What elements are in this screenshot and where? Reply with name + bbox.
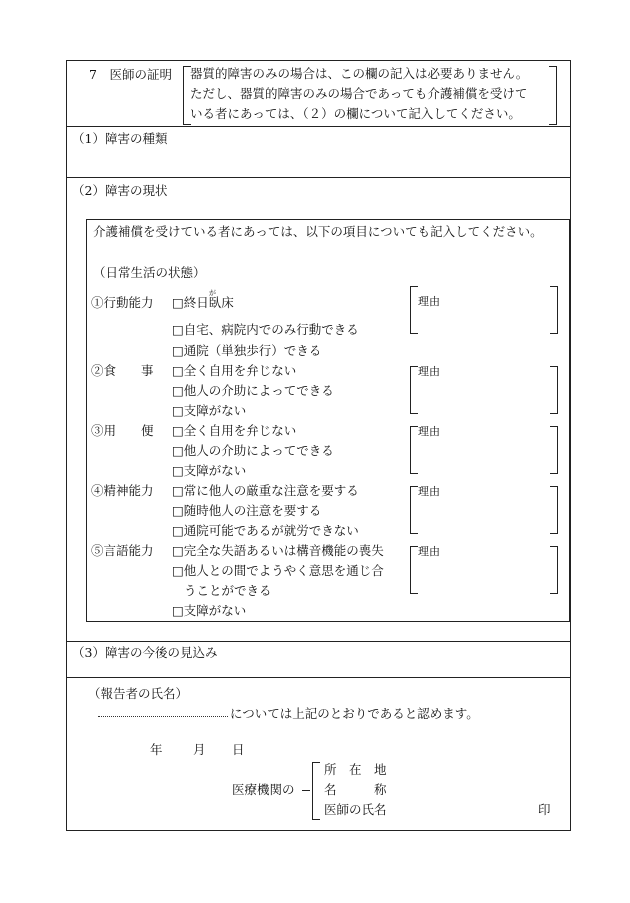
option[interactable]: □支障がない	[172, 463, 247, 478]
month-label: 月	[193, 742, 206, 757]
cat-label-2: ②食 事	[91, 363, 154, 378]
reason-bracket-left	[410, 546, 418, 594]
seal-mark: 印	[538, 802, 551, 817]
statement: については上記のとおりであると認めます。	[230, 706, 479, 721]
reason-bracket-right	[550, 366, 558, 414]
option[interactable]: □終日臥床	[172, 295, 234, 310]
reason-label: 理由	[418, 545, 440, 558]
brace-tick	[302, 790, 310, 791]
option[interactable]: □支障がない	[172, 603, 247, 618]
s1-title: （1）障害の種類	[72, 131, 168, 146]
option[interactable]: □全く自用を弁じない	[172, 423, 297, 438]
day-label: 日	[232, 742, 245, 757]
reason-label: 理由	[418, 365, 440, 378]
reason-bracket-right	[550, 486, 558, 534]
reason-label: 理由	[418, 295, 440, 308]
cat-label-5: ⑤言語能力	[91, 543, 154, 558]
cat-label-1: ①行動能力	[91, 295, 154, 310]
note-line-1: 器質的障害のみの場合は、この欄の記入は必要ありません。	[190, 66, 529, 81]
option[interactable]: □完全な失語あるいは構音機能の喪失	[172, 543, 384, 558]
s3-title: （3）障害の今後の見込み	[72, 645, 218, 660]
option[interactable]: □自宅、病院内でのみ行動できる	[172, 322, 359, 337]
doctor-label: 医師の氏名	[324, 802, 387, 817]
option-continued: うことができる	[184, 583, 272, 598]
option[interactable]: □他人との間でようやく意思を通じ合	[172, 563, 384, 578]
reason-label: 理由	[418, 485, 440, 498]
reason-bracket-left	[410, 286, 418, 334]
reason-bracket-right	[550, 426, 558, 474]
note-bracket-right	[549, 66, 557, 125]
divider	[66, 177, 570, 178]
option[interactable]: □通院可能であるが就労できない	[172, 523, 359, 538]
option[interactable]: □通院（単独歩行）できる	[172, 343, 322, 358]
cat-label-3: ③用 便	[91, 423, 154, 438]
option[interactable]: □支障がない	[172, 403, 247, 418]
divider	[66, 126, 570, 127]
option[interactable]: □随時他人の注意を要する	[172, 503, 322, 518]
section7-label: 7 医師の証明	[89, 67, 172, 82]
care-intro: 介護補償を受けている者にあっては、以下の項目についても記入してください。	[93, 224, 543, 239]
ruby-ga: が	[209, 289, 216, 297]
cat-label-4: ④精神能力	[91, 483, 154, 498]
reporter-name-field[interactable]	[98, 716, 228, 717]
note-line-3: いる者にあっては、（２）の欄について記入してください。	[190, 106, 521, 121]
divider	[66, 677, 570, 678]
institution-brace	[312, 762, 320, 820]
divider	[66, 641, 570, 642]
reason-bracket-left	[410, 486, 418, 534]
reporter-label: （報告者の氏名）	[88, 686, 189, 701]
reason-bracket-left	[410, 366, 418, 414]
reason-bracket-right	[550, 286, 558, 334]
institution-label: 医療機関の	[232, 782, 295, 797]
reason-bracket-left	[410, 426, 418, 474]
reason-bracket-right	[550, 546, 558, 594]
note-line-2: ただし、器質的障害のみの場合であっても介護補償を受けて	[190, 86, 528, 101]
option[interactable]: □他人の介助によってできる	[172, 383, 334, 398]
reason-label: 理由	[418, 425, 440, 438]
option[interactable]: □常に他人の厳重な注意を要する	[172, 483, 359, 498]
name-label: 名 称	[324, 782, 387, 797]
year-label: 年	[150, 742, 163, 757]
s2-title: （2）障害の現状	[72, 183, 168, 198]
option[interactable]: □全く自用を弁じない	[172, 363, 297, 378]
option[interactable]: □他人の介助によってできる	[172, 443, 334, 458]
daily-label: （日常生活の状態）	[93, 265, 206, 280]
address-label: 所 在 地	[324, 762, 387, 777]
